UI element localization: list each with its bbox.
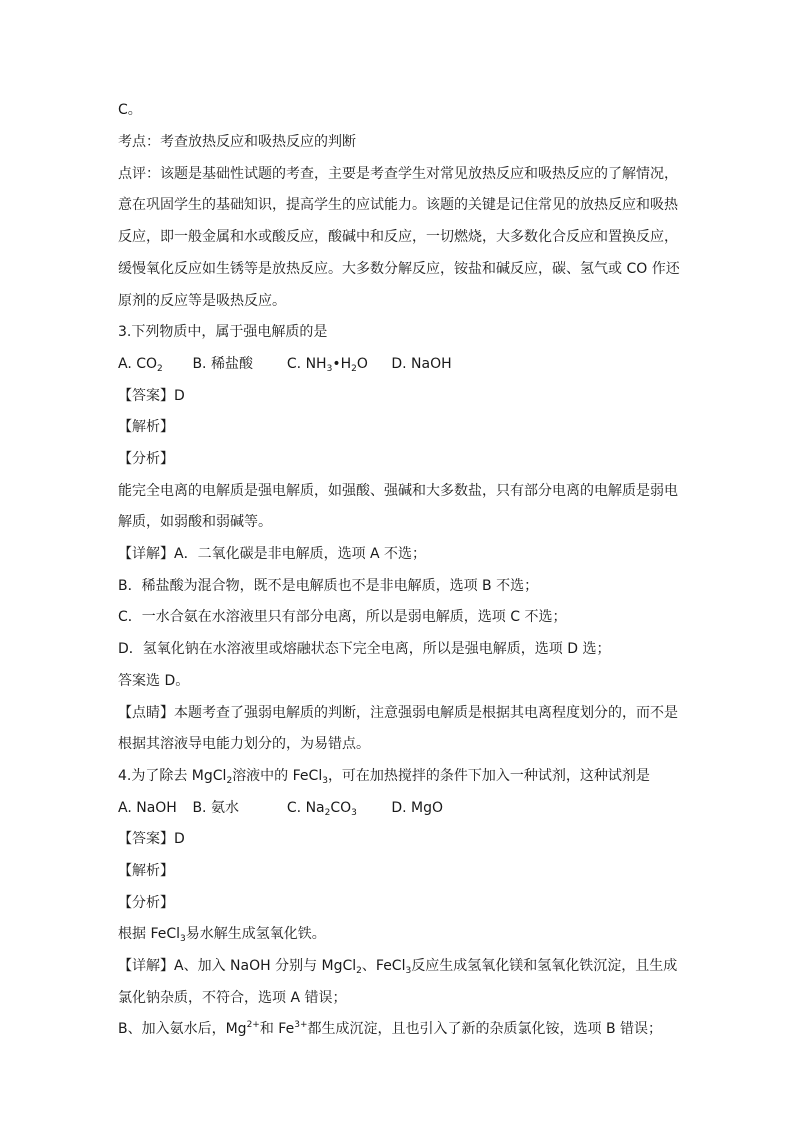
text-line: 【详解】A、加入 NaOH 分别与 MgCl$_2$、FeCl$_3$反应生成氢氧化镁和氢氧化铁沉淀，且生成 bbox=[118, 958, 678, 976]
explanation-heading: 【解析】 bbox=[118, 863, 174, 879]
text-line: 考点：考查放热反应和吸热反应的判断 bbox=[118, 134, 356, 150]
option-d: D. MgO bbox=[391, 800, 444, 816]
question-3-options bbox=[118, 354, 471, 374]
option-c: C. $NH_3•H_2O$ bbox=[286, 356, 368, 374]
text-line: C。 bbox=[118, 102, 142, 118]
option-b: B. 氨水 bbox=[192, 800, 239, 816]
option-d: D. NaOH bbox=[391, 356, 452, 372]
text-line: 答案选 D。 bbox=[118, 673, 190, 689]
answer-label: 【答案】D bbox=[118, 388, 185, 404]
option-a: A. NaOH bbox=[118, 800, 177, 816]
analysis-heading: 【分析】 bbox=[118, 895, 174, 911]
text-line: 氯化钠杂质，不符合，选项 A 错误； bbox=[118, 990, 347, 1006]
text-line: 缓慢氧化反应如生锈等是放热反应。大多数分解反应，铵盐和碱反应，碳、氢气或 CO 作还 bbox=[118, 261, 680, 277]
text-line: 点评：该题是基础性试题的考查，主要是考查学生对常见放热反应和吸热反应的了解情况， bbox=[118, 166, 678, 182]
text-line: 根据其溶液导电能力划分的，为易错点。 bbox=[118, 736, 370, 752]
question-4-stem: 4.为了除去 MgCl$_2$溶液中的 FeCl$_3$，可在加热搅拌的条件下加入一种试剂，这种试剂是 bbox=[118, 768, 650, 786]
text-line: B、加入氨水后，$Mg^{2+}$和 $Fe^{3+}$都生成沉淀，且也引入了新的杂质氯化铵，选项 B 错误； bbox=[118, 1020, 663, 1037]
option-b: B. 稀盐酸 bbox=[192, 356, 253, 372]
explanation-heading: 【解析】 bbox=[118, 419, 174, 435]
text-line: 【详解】A．二氧化碳是非电解质，选项 A 不选； bbox=[118, 546, 427, 562]
text-line: 意在巩固学生的基础知识，提高学生的应试能力。该题的关键是记住常见的放热反应和吸热 bbox=[118, 197, 678, 213]
question-4-options bbox=[118, 798, 471, 818]
text-line: 【点睛】本题考查了强弱电解质的判断，注意强弱电解质是根据其电离程度划分的，而不是 bbox=[118, 705, 678, 721]
text-line: 能完全电离的电解质是强电解质，如强酸、强碱和大多数盐，只有部分电离的电解质是弱电 bbox=[118, 483, 678, 499]
text-line: 原剂的反应等是吸热反应。 bbox=[118, 293, 286, 309]
answer-label: 【答案】D bbox=[118, 831, 185, 847]
option-c: C. $Na_2CO_3$ bbox=[286, 800, 357, 818]
text-line: 解质，如弱酸和弱碱等。 bbox=[118, 514, 272, 530]
text-line: C．一水合氨在水溶液里只有部分电离，所以是弱电解质，选项 C 不选； bbox=[118, 609, 567, 625]
text-line: 根据 FeCl$_3$易水解生成氢氧化铁。 bbox=[118, 926, 326, 944]
question-3-stem: 3.下列物质中，属于强电解质的是 bbox=[118, 324, 328, 340]
analysis-heading: 【分析】 bbox=[118, 451, 174, 467]
text-line: D．氢氧化钠在水溶液里或熔融状态下完全电离，所以是强电解质，选项 D 选； bbox=[118, 641, 611, 657]
text-line: 反应，即一般金属和水或酸反应，酸碱中和反应，一切燃烧，大多数化合反应和置换反应， bbox=[118, 229, 678, 245]
text-line: B．稀盐酸为混合物，既不是电解质也不是非电解质，选项 B 不选； bbox=[118, 578, 539, 594]
option-a: A. $CO_2$ bbox=[118, 356, 163, 374]
